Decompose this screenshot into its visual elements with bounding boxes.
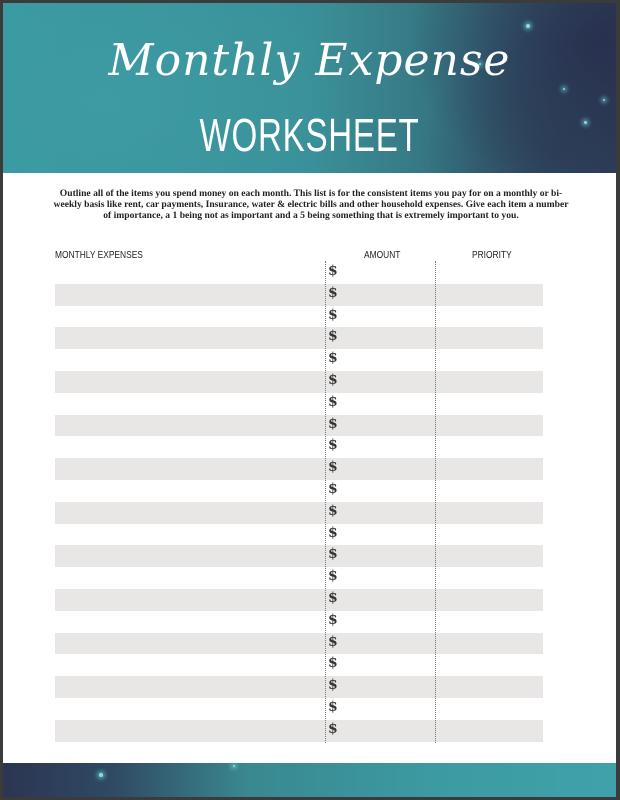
table-row[interactable] bbox=[55, 327, 543, 349]
dollar-sign-icon: $ bbox=[328, 437, 338, 454]
header-banner bbox=[3, 3, 616, 173]
table-row[interactable] bbox=[55, 654, 543, 676]
table-row[interactable] bbox=[55, 415, 543, 437]
table-row[interactable] bbox=[55, 349, 543, 371]
dollar-sign-icon: $ bbox=[328, 502, 338, 519]
dollar-sign-icon: $ bbox=[328, 263, 338, 279]
dollar-sign-icon: $ bbox=[328, 372, 338, 388]
table-row[interactable] bbox=[55, 633, 543, 655]
table-row[interactable] bbox=[55, 698, 543, 720]
table-row[interactable] bbox=[55, 567, 543, 589]
worksheet-page bbox=[3, 3, 616, 797]
dollar-sign-icon: $ bbox=[328, 568, 338, 585]
dollar-sign-icon: $ bbox=[328, 284, 338, 301]
table-row[interactable] bbox=[55, 545, 543, 567]
footer-banner bbox=[3, 763, 616, 797]
table-row[interactable] bbox=[55, 306, 543, 328]
star-decoration-icon bbox=[233, 765, 235, 767]
dollar-sign-icon: $ bbox=[328, 350, 338, 367]
header-monthly-expenses: MONTHLY EXPENSES bbox=[55, 249, 143, 261]
dollar-sign-icon: $ bbox=[328, 611, 338, 628]
dollar-sign-icon: $ bbox=[328, 546, 338, 563]
priority-divider bbox=[435, 261, 436, 743]
table-row[interactable] bbox=[55, 436, 543, 458]
table-row[interactable] bbox=[55, 262, 543, 284]
dollar-sign-icon: $ bbox=[328, 481, 338, 497]
table-row[interactable] bbox=[55, 502, 543, 524]
dollar-sign-icon: $ bbox=[328, 459, 338, 476]
table-row[interactable] bbox=[55, 480, 543, 502]
title-worksheet: WORKSHEET bbox=[199, 109, 420, 161]
dollar-sign-icon: $ bbox=[328, 328, 338, 345]
dollar-sign-icon: $ bbox=[328, 306, 338, 323]
star-decoration-icon bbox=[99, 773, 103, 777]
table-row[interactable] bbox=[55, 371, 543, 393]
star-decoration-icon bbox=[584, 121, 587, 124]
star-decoration-icon bbox=[526, 24, 530, 28]
star-decoration-icon bbox=[603, 99, 605, 101]
dollar-sign-icon: $ bbox=[328, 655, 338, 672]
header-amount: AMOUNT bbox=[364, 249, 401, 261]
table-row[interactable] bbox=[55, 458, 543, 480]
table-row[interactable] bbox=[55, 284, 543, 306]
table-row[interactable] bbox=[55, 720, 543, 742]
intro-text: Outline all of the items you spend money on each month. This list is for the consistent items you pay for on a monthly or bi-weekly basis like rent, car payments, Insurance, water & electric bills and other household expenses. Give each item a number of importance, a 1 being not as important and a 5 being something that is extremely important to you. bbox=[53, 188, 569, 222]
dollar-sign-icon: $ bbox=[328, 590, 338, 606]
dollar-sign-icon: $ bbox=[328, 633, 338, 650]
star-decoration-icon bbox=[563, 88, 565, 90]
table-row[interactable] bbox=[55, 393, 543, 415]
table-row[interactable] bbox=[55, 676, 543, 698]
dollar-sign-icon: $ bbox=[328, 524, 338, 541]
dollar-sign-icon: $ bbox=[328, 415, 338, 432]
title-script: Monthly Expense bbox=[108, 35, 511, 86]
table-row[interactable] bbox=[55, 611, 543, 633]
dollar-sign-icon: $ bbox=[328, 720, 338, 737]
amount-divider bbox=[325, 261, 326, 743]
dollar-sign-icon: $ bbox=[328, 699, 338, 715]
table-row[interactable] bbox=[55, 589, 543, 611]
dollar-sign-icon: $ bbox=[328, 677, 338, 694]
header-priority: PRIORITY bbox=[472, 249, 512, 261]
dollar-sign-icon: $ bbox=[328, 393, 338, 410]
table-row[interactable] bbox=[55, 524, 543, 546]
